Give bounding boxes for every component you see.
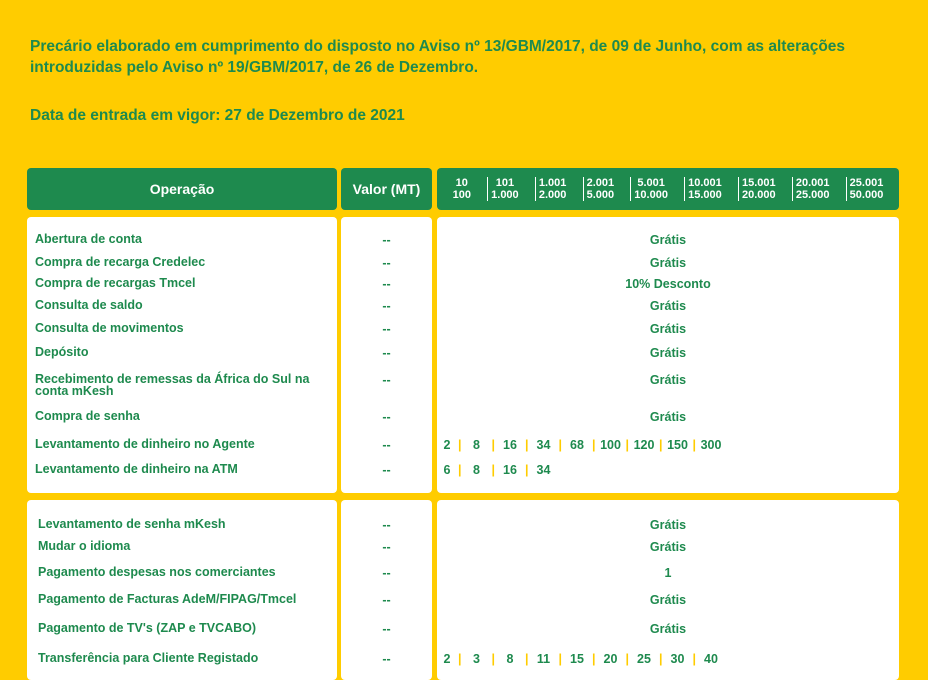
range-from: 20.001 bbox=[795, 177, 830, 189]
range-from: 15.001 bbox=[741, 177, 776, 189]
fee-value: 34 bbox=[536, 463, 551, 477]
fee-value: 2 bbox=[443, 438, 451, 452]
operation-label: Compra de recargas Tmcel bbox=[35, 276, 196, 290]
value-cell: -- bbox=[382, 373, 391, 387]
fee-value: 120 bbox=[633, 438, 655, 452]
header-range bbox=[487, 177, 522, 201]
operation-label: Compra de senha bbox=[35, 409, 140, 423]
fee-separator: | bbox=[491, 463, 495, 477]
fee-value: 11 bbox=[536, 652, 551, 666]
value-cell: -- bbox=[382, 540, 391, 554]
fee-value: 8 bbox=[473, 463, 480, 477]
fee-value: 25 bbox=[637, 652, 651, 666]
value-cell: -- bbox=[382, 593, 391, 607]
fee-value: 16 bbox=[503, 438, 517, 452]
fee-value: 6 bbox=[443, 463, 451, 477]
range-from: 5.001 bbox=[637, 177, 665, 189]
range-to: 20.000 bbox=[741, 189, 776, 201]
range-from: 10 bbox=[455, 177, 468, 189]
fee-separator: | bbox=[659, 438, 663, 452]
header-ranges bbox=[437, 168, 899, 210]
header-range bbox=[846, 177, 887, 201]
fee-cell: Grátis bbox=[649, 299, 687, 313]
fee-separator: | bbox=[525, 438, 529, 452]
fee-separator: | bbox=[592, 438, 596, 452]
fee-cell: Grátis bbox=[649, 233, 687, 247]
range-from: 2.001 bbox=[586, 177, 615, 189]
fee-value: 2 bbox=[443, 652, 451, 666]
fee-separator: | bbox=[558, 652, 562, 666]
fee-cell: Grátis bbox=[649, 256, 687, 270]
fee-separator: | bbox=[525, 463, 529, 477]
range-to: 15.000 bbox=[688, 189, 722, 201]
fee-separator: | bbox=[692, 652, 696, 666]
range-to: 5.000 bbox=[586, 189, 615, 201]
fee-tiers bbox=[440, 463, 895, 477]
fee-value: 34 bbox=[536, 438, 551, 452]
value-cell: -- bbox=[382, 299, 391, 313]
value-cell: -- bbox=[382, 346, 391, 360]
fee-separator: | bbox=[692, 438, 696, 452]
value-cell: -- bbox=[382, 410, 391, 424]
operation-label: Pagamento despesas nos comerciantes bbox=[38, 565, 276, 579]
range-to: 10.000 bbox=[634, 189, 668, 201]
value-cell: -- bbox=[382, 277, 391, 291]
operation-label: Levantamento de dinheiro no Agente bbox=[35, 437, 255, 451]
value-cell: -- bbox=[382, 438, 391, 452]
range-to: 100 bbox=[452, 189, 471, 201]
fee-cell: Grátis bbox=[649, 346, 687, 360]
value-cell: -- bbox=[382, 322, 391, 336]
operation-label: Pagamento de Facturas AdeM/FIPAG/Tmcel bbox=[38, 592, 297, 606]
fee-separator: | bbox=[525, 652, 529, 666]
range-to: 2.000 bbox=[538, 189, 567, 201]
operation-label: Levantamento de dinheiro na ATM bbox=[35, 462, 238, 476]
operation-label: Levantamento de senha mKesh bbox=[38, 517, 226, 531]
fee-cell: Grátis bbox=[649, 622, 687, 636]
fee-value: 68 bbox=[570, 438, 584, 452]
header-operacao: Operação bbox=[27, 168, 337, 210]
header-range bbox=[792, 177, 833, 201]
fee-value: 100 bbox=[600, 438, 621, 452]
fee-separator: | bbox=[625, 438, 629, 452]
fee-cell: Grátis bbox=[649, 540, 687, 554]
operation-label: Pagamento de TV's (ZAP e TVCABO) bbox=[38, 621, 257, 635]
operation-label: Consulta de saldo bbox=[35, 298, 143, 312]
operation-label: Recebimento de remessas da África do Sul na conta mKesh bbox=[35, 372, 310, 398]
fee-cell: Grátis bbox=[649, 410, 687, 424]
value-cell: -- bbox=[382, 518, 391, 532]
fee-value: 8 bbox=[473, 438, 480, 452]
fee-cell: 1 bbox=[664, 566, 672, 580]
fee-cell: Grátis bbox=[649, 373, 687, 387]
header-range bbox=[450, 177, 474, 201]
fee-tiers bbox=[440, 438, 895, 452]
header-valor: Valor (MT) bbox=[341, 168, 432, 210]
fee-separator: | bbox=[491, 438, 495, 452]
fee-separator: | bbox=[625, 652, 629, 666]
range-from: 1.001 bbox=[538, 177, 567, 189]
fee-separator: | bbox=[491, 652, 495, 666]
fee-separator: | bbox=[458, 438, 462, 452]
value-cell: -- bbox=[382, 622, 391, 636]
fee-value: 40 bbox=[704, 652, 718, 666]
range-from: 101 bbox=[495, 177, 515, 189]
fee-separator: | bbox=[659, 652, 663, 666]
fee-cell: Grátis bbox=[649, 322, 687, 336]
fee-value: 3 bbox=[473, 652, 480, 666]
operation-label: Mudar o idioma bbox=[38, 539, 131, 553]
value-cell: -- bbox=[382, 256, 391, 270]
fee-separator: | bbox=[458, 652, 462, 666]
fee-value: 150 bbox=[667, 438, 688, 452]
fee-separator: | bbox=[558, 438, 562, 452]
operation-label: Compra de recarga Credelec bbox=[35, 255, 206, 269]
fee-value: 16 bbox=[503, 463, 517, 477]
fee-tiers bbox=[440, 652, 895, 666]
range-to: 25.000 bbox=[795, 189, 830, 201]
fee-cell: 10% Desconto bbox=[625, 277, 711, 291]
range-to: 50.000 bbox=[849, 189, 884, 201]
operation-label: Transferência para Cliente Registado bbox=[38, 651, 259, 665]
value-cell: -- bbox=[382, 463, 391, 477]
value-cell: -- bbox=[382, 233, 391, 247]
fee-value: 20 bbox=[603, 652, 618, 666]
value-cell: -- bbox=[382, 652, 391, 666]
header-range bbox=[630, 177, 671, 201]
header-range bbox=[684, 177, 725, 201]
fee-cell: Grátis bbox=[649, 518, 687, 532]
fee-value: 300 bbox=[700, 438, 722, 452]
operation-label: Consulta de movimentos bbox=[35, 321, 184, 335]
fee-value: 8 bbox=[506, 652, 514, 666]
fee-value: 30 bbox=[670, 652, 685, 666]
operation-label: Abertura de conta bbox=[35, 232, 142, 246]
fee-separator: | bbox=[458, 463, 462, 477]
operation-label: Depósito bbox=[35, 345, 89, 359]
value-cell: -- bbox=[382, 566, 391, 580]
range-to: 1.000 bbox=[491, 189, 519, 201]
header-range bbox=[583, 177, 618, 201]
fee-value: 15 bbox=[570, 652, 584, 666]
intro-text: Precário elaborado em cumprimento do disposto no Aviso nº 13/GBM/2017, de 09 de Junho, com as alterações introduzidas pelo Aviso nº 19/GBM/2017, de 26 de Dezembro. bbox=[30, 38, 846, 76]
range-from: 25.001 bbox=[849, 177, 884, 189]
fee-separator: | bbox=[592, 652, 596, 666]
header-range bbox=[535, 177, 570, 201]
effective-date: Data de entrada em vigor: 27 de Dezembro de 2021 bbox=[30, 107, 405, 124]
header-range bbox=[738, 177, 779, 201]
fee-cell: Grátis bbox=[649, 593, 687, 607]
range-from: 10.001 bbox=[688, 177, 722, 189]
